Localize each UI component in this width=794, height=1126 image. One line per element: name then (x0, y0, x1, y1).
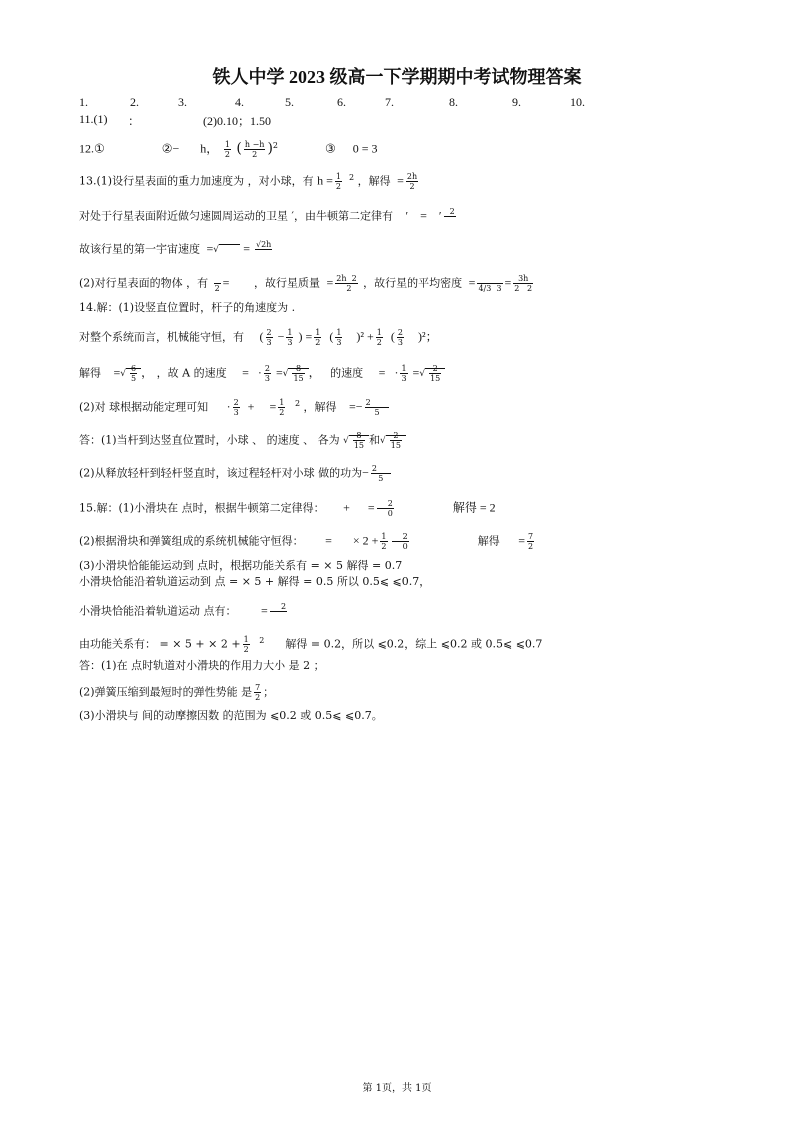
mc-number: 6. (337, 95, 346, 109)
q14-line5 (79, 431, 406, 450)
q13-text: 13.(1)设行星表面的重力加速度为 ，对小球，有 (79, 174, 314, 188)
q15-text: ； (263, 685, 275, 699)
q15-line2: (2)根据滑块和弹簧组成的系统机械能守恒得： = × 2 + $\frac{1}{2}$ $\frac{2}{0}$ 解得 = $\frac{7}{2}$ (79, 532, 534, 551)
q14-text: 答：(1)当杆到达竖直位置时，小球 、 的速度 、 各为 (79, 433, 340, 447)
q13-line1: 13.(1)设行星表面的重力加速度为 ，对小球，有 h = $\frac{1}{2}$ $^2$ ，解得 = $\frac{2h}{2}$ (79, 172, 418, 192)
fraction: $\frac{1}{2}$ (315, 328, 321, 347)
q14-line3: 解得 =√ $\frac{6}{5}$ ， ，故 A 的速度 = · $\frac{2}{3}$ =√ $\frac{8}{15}$ ， 的速度 = · $\frac{1}{3}$ =√ $\frac{2}{15}$ (79, 364, 445, 383)
sqrt-sign: √ $\frac{2}{15}$ (380, 431, 406, 450)
q15-line4: 小滑块恰能沿着轨道运动到 点 = × 5 + 解得 = 0.5 所以 0.5⩽ ⩽0.7， (79, 575, 431, 588)
q13-text: (2)对行星表面的物体 ，有 (79, 276, 209, 290)
fraction: $\frac{1}{2}$ (376, 328, 382, 347)
q13-line3: 故该行星的第一宇宙速度 =√ = √2h (79, 240, 274, 259)
mc-number: 3. (178, 95, 187, 109)
q15-text: 15.解：(1)小滑块在 点时，根据牛顿第二定律得： (79, 501, 325, 515)
q13-line4: (2)对行星表面的物体 ，有 2 = ，故行星质量 = $\frac{2h 2}{2}$ ，故行星的平均密度 = 4/3 3 = $\frac{3h}{2 2}$ (79, 274, 533, 293)
fraction: $\frac{1}{2}$ (381, 532, 387, 551)
q11-separator: ： (128, 114, 141, 128)
q13-text: ，解得 (357, 174, 391, 188)
q13-line2: 对处于行星表面附近做匀速圆周运动的卫星 ′，由牛顿第二定律有 ′ = ′ 2 (79, 207, 458, 226)
q15-line3: (3)小滑块恰能能运动到 点时，根据功能关系有 = × 5 解得 = 0.7 (79, 559, 403, 572)
q14-text: 对整个系统而言，机械能守恒，有 (79, 330, 244, 344)
q15-text: (2)弹簧压缩到最短时的弹性势能 是 (79, 685, 253, 699)
page-title: 铁人中学 2023 级高一下学期期中考试物理答案 (212, 67, 582, 87)
fraction: $\frac{2}{3}$ (233, 398, 239, 418)
fraction: $\frac{2}{3}$ (397, 328, 403, 347)
q13-text: ，故行星的平均密度 (363, 276, 463, 290)
fraction: $\frac{3h}{2 2}$ (514, 274, 533, 293)
q13-text: ，故行星质量 (253, 276, 320, 290)
q15-text: (2)根据滑块和弹簧组成的系统机械能守恒得： (79, 534, 304, 548)
q14-line1: 14.解：(1)设竖直位置时，杆子的角速度为 . (79, 301, 296, 314)
q13-text: 故该行星的第一宇宙速度 (79, 242, 200, 256)
q14-line4: (2)对 球根据动能定理可知 · $\frac{2}{3}$ + = $\frac{1}{2}$ $^2$ ，解得 =− $\frac{2}{5}$ (79, 398, 389, 418)
mc-number: 10. (570, 95, 585, 109)
mc-number: 2. (130, 95, 139, 109)
q11-label: 11.(1) (79, 112, 108, 126)
fraction: $\frac{2}{0}$ (377, 499, 393, 518)
sqrt-sign: √ $\frac{6}{5}$ (120, 364, 141, 383)
mc-number: 5. (285, 95, 294, 109)
mc-number: 8. (449, 95, 458, 109)
q12-part2b: h， (200, 141, 219, 156)
fraction: $\frac{2}{5}$ (365, 398, 389, 418)
page-footer: 第 1页，共 1页 (362, 1083, 432, 1094)
fraction: $\frac{2}{3}$ (264, 364, 270, 383)
fraction: $\frac{2}{5}$ (371, 464, 390, 483)
mc-number: 9. (512, 95, 521, 109)
q14-text: (2)从释放轻杆到轻杆竖直时，该过程轻杆对小球 做的功为 (79, 466, 363, 480)
fraction: $\frac{1}{3}$ (287, 328, 293, 347)
fraction: $\frac{2h 2}{2}$ (336, 274, 357, 293)
q15-text: 小滑块恰能沿着轨道运动 点有： (79, 604, 237, 618)
q15-text: 解得 = 0.2，所以 ⩽0.2，综上 ⩽0.2 或 0.5⩽ ⩽0.7 (285, 637, 543, 651)
q15-text: 解得 = 2 (452, 500, 496, 515)
sqrt-sign: √ $\frac{8}{15}$ (343, 431, 369, 450)
mc-number: 7. (385, 95, 394, 109)
sqrt-sign: √ $\frac{2}{15}$ (419, 364, 445, 383)
fraction: 2 (214, 274, 221, 293)
q14-text: 和 (369, 433, 381, 447)
q14-text: ，故 A 的速度 (156, 366, 227, 380)
q14-text: (2)对 球根据动能定理可知 (79, 400, 209, 414)
sqrt-sign: √ $\frac{8}{15}$ (283, 364, 309, 383)
mc-number: 4. (235, 95, 244, 109)
q15-answer3: (3)小滑块与 间的动摩擦因数 的范围为 ⩽0.2 或 0.5⩽ ⩽0.7。 (79, 709, 383, 722)
fraction: $\frac{2h}{2}$ (406, 172, 418, 192)
q12-part3b: 0 = 3 (352, 141, 378, 156)
fraction: $\frac{1}{2}$ (335, 172, 341, 192)
q14-text: 的速度 (330, 366, 364, 380)
fraction: 2 (444, 207, 455, 216)
fraction: $\frac{7}{2}$ (255, 683, 261, 702)
q15-text: 解得 (477, 534, 500, 548)
fraction: $\frac{1}{3}$ (401, 364, 407, 383)
fraction: $\frac{2}{3}$ (266, 328, 272, 347)
fraction: $\frac{h -h}{2}$ (244, 140, 265, 160)
q14-line6: (2)从释放轻杆到轻杆竖直时，该过程轻杆对小球 做的功为− $\frac{2}{5}$ (79, 464, 390, 483)
fraction: $\frac{1}{2}$ (279, 398, 285, 418)
q12-line: 12.① ②− h， $\frac{1}{2}$ ( $\frac{h -h}{2}$ )$^2$ ③ 0 = 3 (79, 140, 378, 160)
q14-text: ，解得 (303, 400, 337, 414)
fraction: √2h (255, 240, 272, 249)
q15-line5: 小滑块恰能沿着轨道运动 点有： = 2 (79, 602, 289, 621)
fraction: $\frac{1}{2}$ (224, 140, 230, 160)
sqrt-sign: √ (213, 243, 240, 257)
q13-text: 对处于行星表面附近做匀速圆周运动的卫星 ′，由牛顿第二定律有 (79, 209, 393, 223)
q15-answer2 (79, 683, 274, 702)
q12-label: 12.① (79, 141, 105, 156)
fraction: 2 (270, 602, 287, 611)
fraction: $\frac{2}{0}$ (392, 532, 408, 551)
q12-part2: ②− (161, 141, 180, 156)
q12-part3: ③ (325, 141, 336, 156)
q15-text: 由功能关系有： = × 5 + × 2 + (79, 637, 241, 651)
fraction: $\frac{1}{2}$ (243, 635, 249, 655)
q15-line1: 15.解：(1)小滑块在 点时，根据牛顿第二定律得： + = $\frac{2}{0}$ 解得 = 2 (79, 499, 496, 518)
fraction: 4/3 3 (477, 274, 502, 293)
fraction: $\frac{1}{3}$ (336, 328, 342, 347)
mc-number: 1. (79, 95, 88, 109)
q11-part2: (2)0.10；1.50 (203, 114, 271, 128)
q15-line6: 由功能关系有： = × 5 + × 2 + $\frac{1}{2}$ $^2$ 解得 = 0.2，所以 ⩽0.2，综上 ⩽0.2 或 0.5⩽ ⩽0.7 (79, 635, 543, 655)
fraction: $\frac{7}{2}$ (528, 532, 534, 551)
q14-text: 解得 (79, 366, 101, 380)
q15-answer1: 答：(1)在 点时轨道对小滑块的作用力大小 是 2 ； (79, 659, 325, 672)
q14-line2: 对整个系统而言，机械能守恒，有 ( $\frac{2}{3}$ − $\frac{1}{3}$ ) = $\frac{1}{2}$ ( $\frac{1}{3}$ )² + $\frac{1}{2}$ ( $\frac{2}{3}$ )²； (79, 328, 438, 347)
